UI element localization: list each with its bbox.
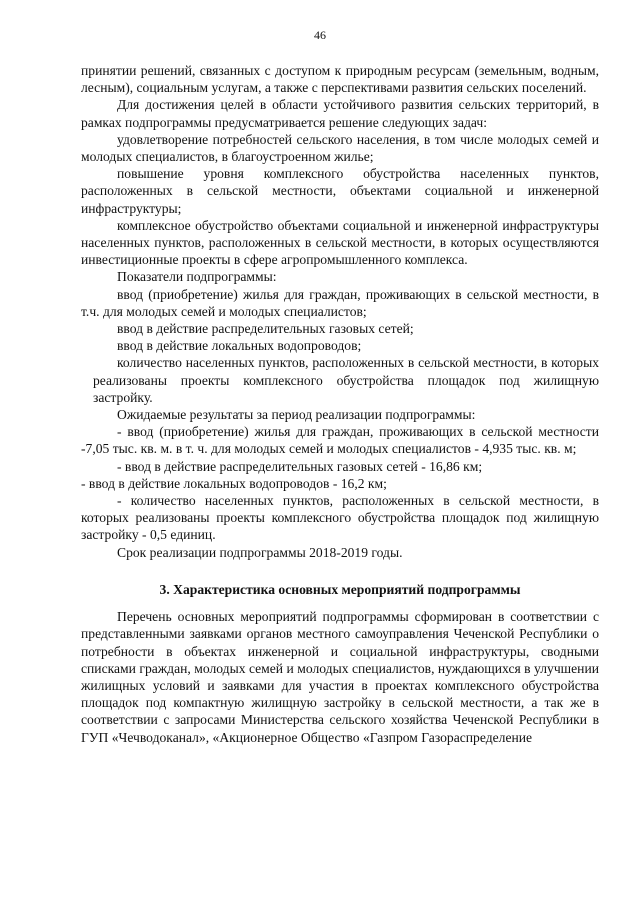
result-item: - ввод (приобретение) жилья для граждан, проживающих в сельской местности -7,05 тыс. кв. м. в т. ч. для молодых семей и молодых специалистов - 4,935 тыс. кв. м;	[81, 424, 599, 457]
result-item: - количество населенных пунктов, расположенных в сельской местности, в которых реализованы проекты комплексного обустройства площадок под жилищную застройку - 0,5 единиц.	[81, 493, 599, 543]
result-item: - ввод в действие локальных водопроводов - 16,2 км;	[81, 475, 387, 491]
paragraph-continuation: принятии решений, связанных с доступом к природным ресурсам (земельным, водным, лесным), социальным услугам, а также с перспективами развития сельских поселений.	[81, 63, 599, 96]
result-item: - ввод в действие распределительных газовых сетей - 16,86 км;	[117, 458, 483, 474]
paragraph-goals: Для достижения целей в области устойчивого развития сельских территорий, в рамках подпрограммы предусматривается решение следующих задач:	[81, 97, 599, 130]
indicator-item: ввод в действие локальных водопроводов;	[117, 338, 362, 354]
task-item: повышение уровня комплексного обустройства населенных пунктов, расположенных в сельской местности, объектами социальной и инженерной инфраструктуры;	[81, 166, 599, 216]
section-heading: 3. Характеристика основных мероприятий подпрограммы	[159, 581, 521, 597]
document-body	[81, 62, 599, 746]
indicator-item: количество населенных пунктов, расположенных в сельской местности, в которых реализованы проекты комплексного обустройства площадок под жилищную застройку.	[93, 355, 599, 405]
implementation-period: Срок реализации подпрограммы 2018-2019 годы.	[117, 544, 403, 560]
page-number: 46	[314, 28, 326, 42]
task-item: удовлетворение потребностей сельского населения, в том числе молодых семей и молодых специалистов, в благоустроенном жилье;	[81, 131, 599, 165]
indicator-item: ввод в действие распределительных газовых сетей;	[117, 321, 414, 337]
indicators-heading: Показатели подпрограммы:	[117, 269, 277, 285]
results-heading: Ожидаемые результаты за период реализации подпрограммы:	[117, 407, 476, 423]
task-item: комплексное обустройство объектами социальной и инженерной инфраструктуры населенных пунктов, расположенных в сельской местности, в которых осуществляются инвестиционные проекты в сфере агропромышленного комплекса.	[81, 217, 599, 268]
indicator-item: ввод (приобретение) жилья для граждан, проживающих в сельской местности, в т.ч. для молодых семей и молодых специалистов;	[81, 286, 599, 319]
section-paragraph: Перечень основных мероприятий подпрограммы сформирован в соответствии с представленными заявками органов местного самоуправления Чеченской Республики о потребности в объектах инженерной и социальной инфраструктуры, сводными списками граждан, молодых семей и молодых специалистов, нуждающихся в улучшении жилищных условий и заявками для участия в проектах комплексного обустройства площадок под компактную жилищную застройку в сельской местности, а так же в соответствии с запросами Министерства сельского хозяйства Чеченской Республики в ГУП «Чечводоканал», «Акционерное Общество «Газпром Газораспределение	[81, 609, 599, 745]
